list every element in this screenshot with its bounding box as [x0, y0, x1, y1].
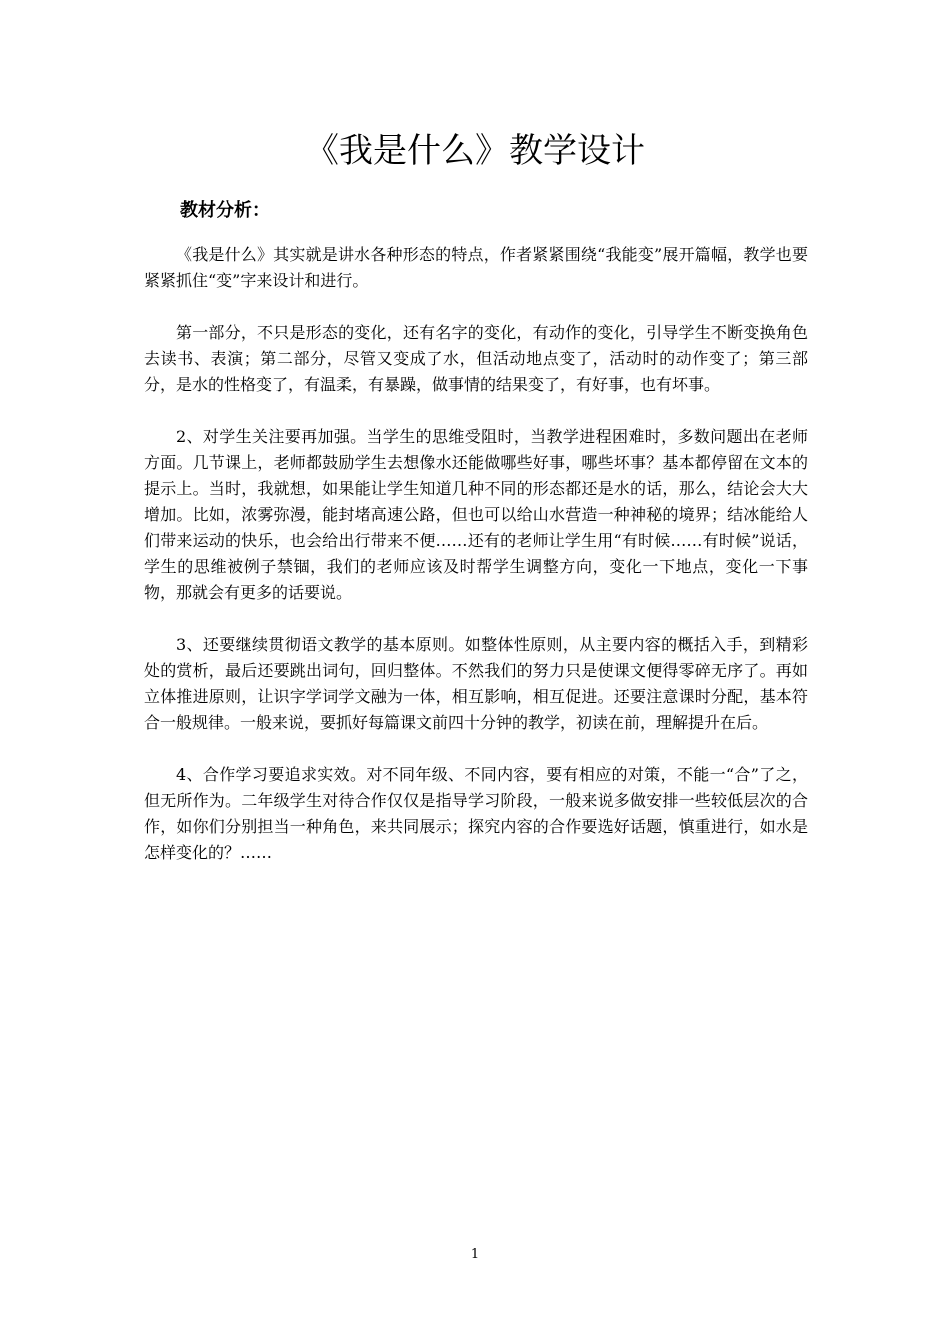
paragraph-point-2: 2、对学生关注要再加强。当学生的思维受阻时，当教学进程困难时，多数问题出在老师方面。几节课上，老师都鼓励学生去想像水还能做哪些好事，哪些坏事？基本都停留在文本的提示上。当时，我就想，如果能让学生知道几种不同的形态都还是水的话，那么，结论会大大增加。比如，浓雾弥漫，能封堵高速公路，但也可以给山水营造一种神秘的境界；结冰能给人们带来运动的快乐，也会给出行带来不便……还有的老师让学生用“有时候……有时候”说话，学生的思维被例子禁锢，我们的老师应该及时帮学生调整方向，变化一下地点，变化一下事物，那就会有更多的话要说。: [144, 427, 808, 602]
body-text: [144, 242, 808, 892]
paragraph-intro: 《我是什么》其实就是讲水各种形态的特点，作者紧紧围绕“我能变”展开篇幅，教学也要紧紧抓住“变”字来设计和进行。: [144, 245, 808, 290]
paragraph-parts: 第一部分，不只是形态的变化，还有名字的变化，有动作的变化，引导学生不断变换角色去读书、表演；第二部分，尽管又变成了水，但活动地点变了，活动时的动作变了；第三部分，是水的性格变了，有温柔，有暴躁，做事情的结果变了，有好事，也有坏事。: [144, 323, 808, 394]
document-title: 《我是什么》教学设计: [305, 131, 645, 171]
page-number: 1: [470, 1247, 480, 1262]
paragraph-point-4: 4、合作学习要追求实效。对不同年级、不同内容，要有相应的对策，不能一“合”了之，但无所作为。二年级学生对待合作仅仅是指导学习阶段，一般来说多做安排一些较低层次的合作，如你们分别担当一种角色，来共同展示；探究内容的合作要选好话题，慎重进行，如水是怎样变化的？……: [144, 765, 808, 862]
paragraph-point-3: 3、还要继续贯彻语文教学的基本原则。如整体性原则，从主要内容的概括入手，到精彩处的赏析，最后还要跳出词句，回归整体。不然我们的努力只是使课文便得零碎无序了。再如立体推进原则，让识字学词学文融为一体，相互影响，相互促进。还要注意课时分配，基本符合一般规律。一般来说，要抓好每篇课文前四十分钟的教学，初读在前，理解提升在后。: [144, 635, 808, 732]
section-heading: 教材分析：: [180, 200, 270, 221]
